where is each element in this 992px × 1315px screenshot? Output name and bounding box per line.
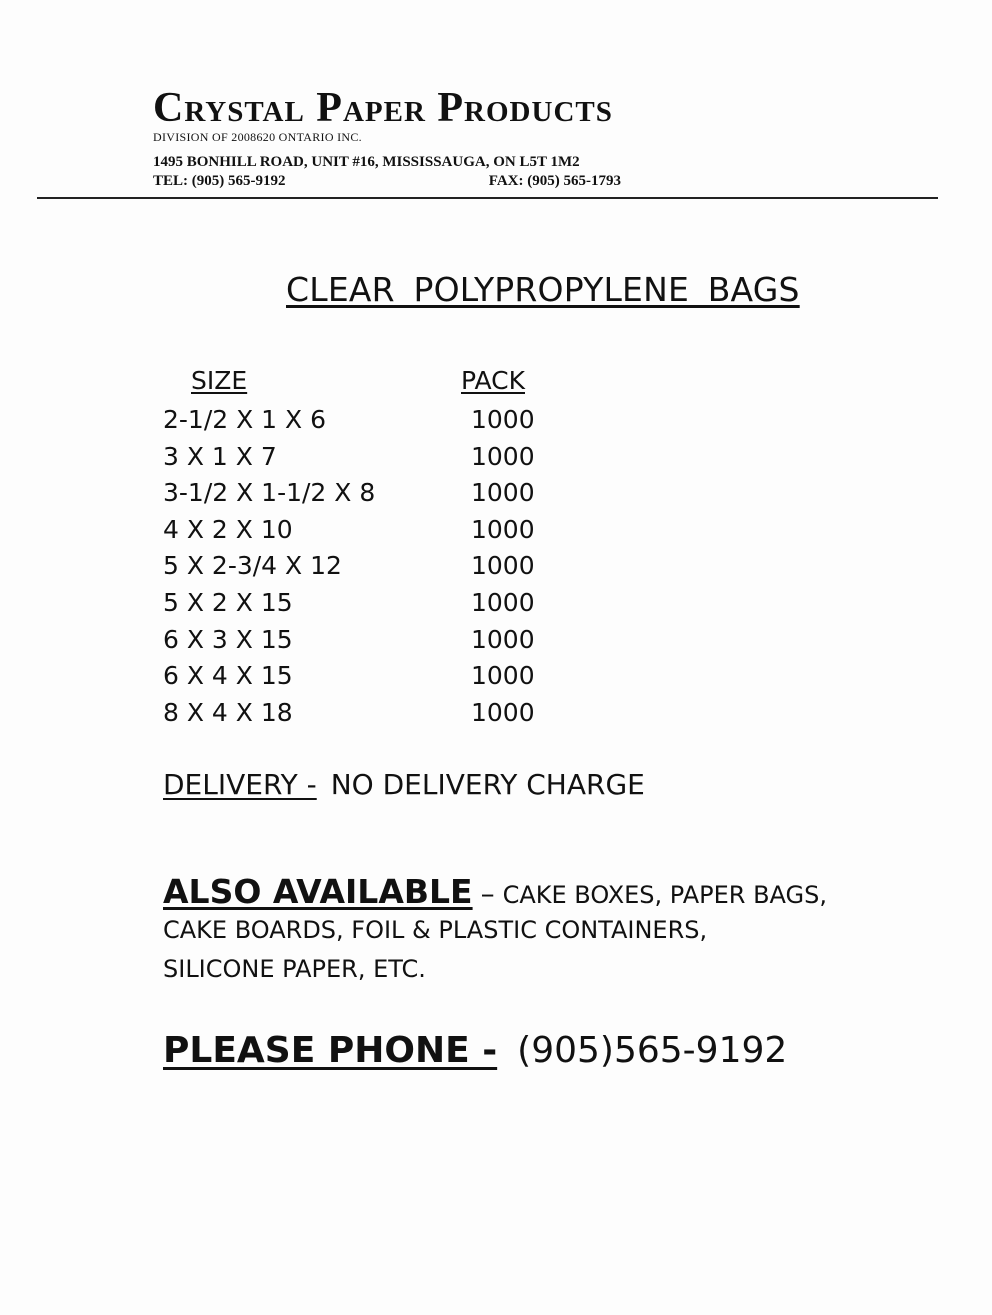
size-cell: 4 X 2 X 10 [163,514,293,544]
table-row [163,512,563,549]
letterhead-divider [37,197,938,199]
pack-cell: 1000 [471,441,535,471]
size-cell: 8 X 4 X 18 [163,697,293,727]
table-rows [163,402,563,731]
table-row [163,548,563,585]
pack-cell: 1000 [471,405,535,434]
table-row [163,402,563,439]
contact-row [153,173,621,190]
letterhead [153,86,633,190]
table-row [163,695,563,732]
pack-cell: 1000 [471,587,535,617]
document-title: CLEAR POLYPROPYLENE BAGS [286,270,800,309]
table-row [163,622,563,659]
size-column-header: SIZE [191,366,248,395]
phone-callout [163,1030,787,1071]
fax: FAX: (905) 565-1793 [488,173,621,189]
pack-cell: 1000 [471,514,535,544]
delivery-text: NO DELIVERY CHARGE [330,768,645,801]
delivery-label: DELIVERY - [163,768,317,801]
size-cell: 6 X 4 X 15 [163,661,293,691]
also-available-dash: – [480,877,495,910]
telephone: TEL: (905) 565-9192 [153,173,286,189]
pack-column-header: PACK [461,366,525,395]
pack-cell: 1000 [471,551,535,581]
also-available-section [163,872,863,989]
also-available-items-1: CAKE BOXES, PAPER BAGS, [502,881,828,909]
also-available-items-2: CAKE BOARDS, FOIL & PLASTIC CONTAINERS, [163,916,708,944]
pack-cell: 1000 [471,661,535,691]
size-cell: 3 X 1 X 7 [163,441,277,471]
size-cell: 5 X 2-3/4 X 12 [163,551,342,581]
table-row [163,658,563,695]
address-line: 1495 BONHILL ROAD, UNIT #16, MISSISSAUGA, ON L5T 1M2 [153,154,580,170]
company-name: Crystal Paper Products [153,85,613,131]
phone-label: PLEASE PHONE - [163,1030,498,1071]
pack-cell: 1000 [471,697,535,727]
pack-cell: 1000 [471,478,535,508]
table-row [163,439,563,476]
table-row [163,475,563,512]
table-row [163,585,563,622]
size-cell: 2-1/2 X 1 X 6 [163,405,327,434]
also-available-label: ALSO AVAILABLE [163,872,473,911]
division-line: DIVISION OF 2008620 ONTARIO INC. [153,130,362,144]
delivery-note [163,768,645,801]
also-available-line [163,872,863,911]
pack-cell: 1000 [471,624,535,654]
also-available-items-3: SILICONE PAPER, ETC. [163,955,426,983]
size-cell: 3-1/2 X 1-1/2 X 8 [163,478,376,508]
size-cell: 5 X 2 X 15 [163,587,293,617]
phone-number: (905)565-9192 [517,1030,788,1071]
size-cell: 6 X 3 X 15 [163,624,293,654]
